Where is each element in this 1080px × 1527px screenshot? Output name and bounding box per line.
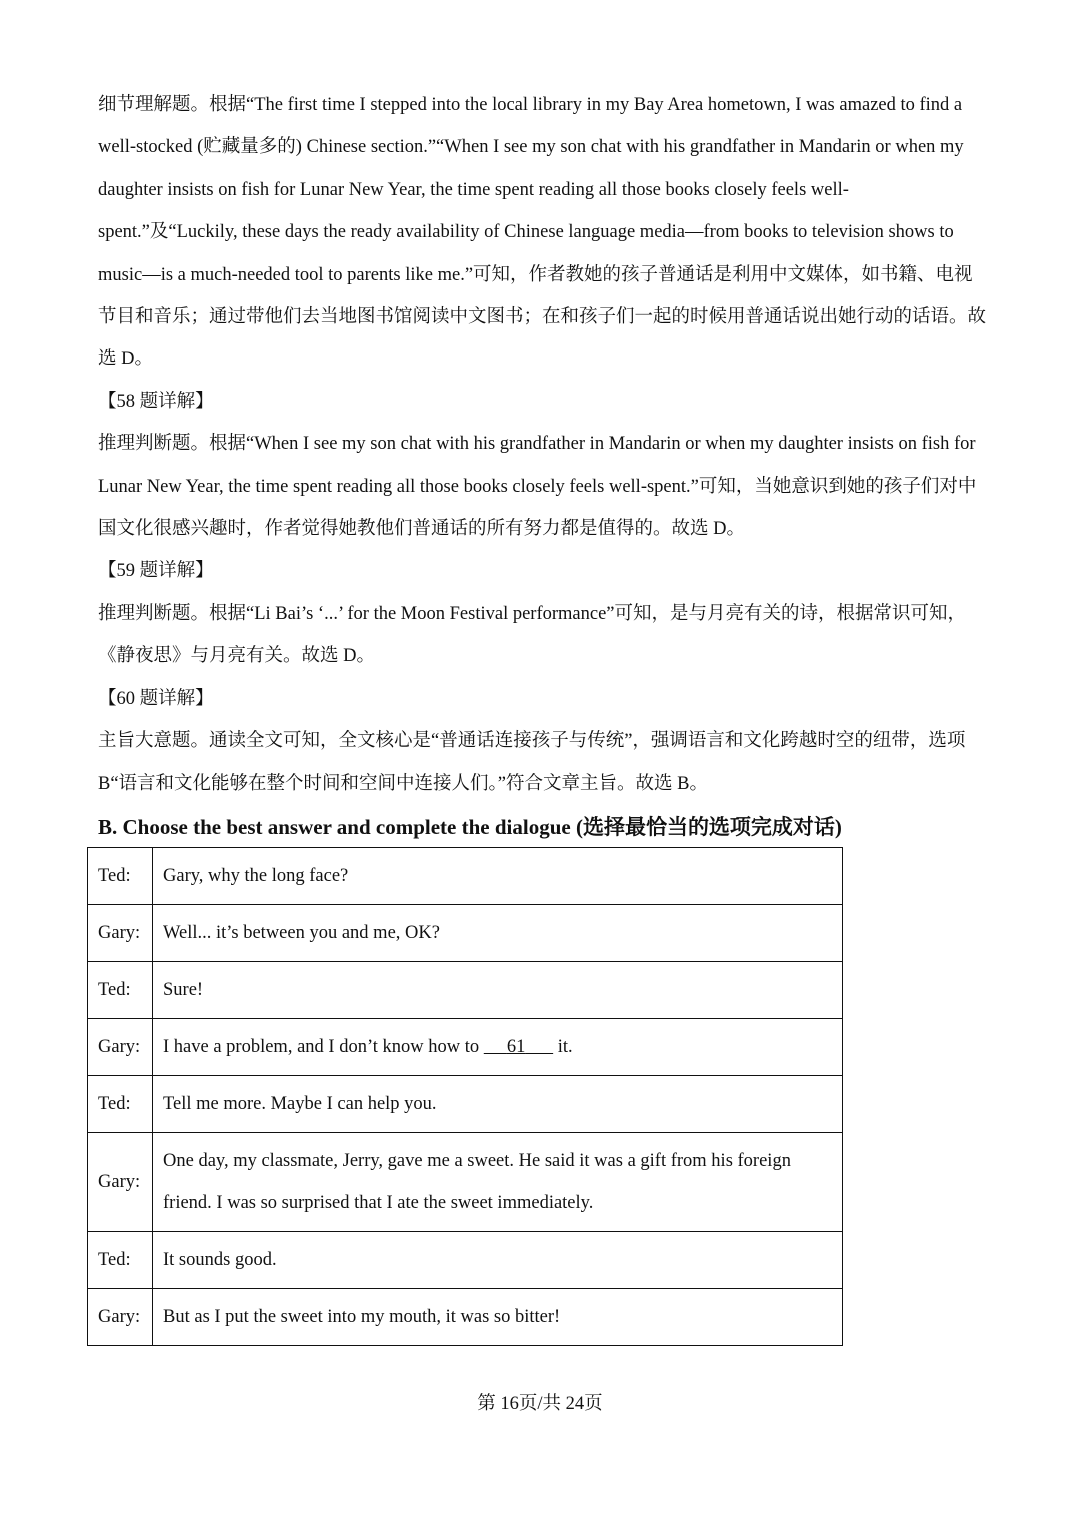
table-row [88,905,843,962]
speaker-cell: Ted: [88,1076,153,1133]
speaker-cell: Ted: [88,848,153,905]
line-before-blank: I have a problem, and I don’t know how to [163,1036,484,1057]
line-cell: One day, my classmate, Jerry, gave me a sweet. He said it was a gift from his foreign friend. I was so surprised that I ate the sweet immediately. [153,1133,843,1232]
answer-blank-61 [484,1037,553,1058]
dialogue-table [87,847,843,1346]
line-cell: It sounds good. [153,1232,843,1289]
table-row [88,1133,843,1232]
table-row [88,1019,843,1076]
section-b-title: B. Choose the best answer and complete the dialogue (选择最恰当的选项完成对话) [98,815,842,839]
heading-59: 【59 题详解】 [98,561,214,582]
line-after-blank: it. [553,1036,573,1057]
line-cell: Gary, why the long face? [153,848,843,905]
heading-60: 【60 题详解】 [98,688,214,709]
explanation-60-text: 主旨大意题。通读全文可知，全文核心是“普通话连接孩子与传统”，强调语言和文化跨越时空的纽带，选项 B“语言和文化能够在整个时间和空间中连接人们。”符合文章主旨。故选 B。 [98,731,966,794]
speaker-cell: Gary: [88,1289,153,1346]
heading-58: 【58 题详解】 [98,391,214,412]
explanation-58-text: 推理判断题。根据“When I see my son chat with his grandfather in Mandarin or when my daughter insists on fish for Lunar New Year, the time spent reading all those books closely feels well-spent.”可知，当她意识到她的孩子们对中国文化很感兴趣时，作者觉得她教他们普通话的所有努力都是值得的。故选 D。 [98,434,977,540]
line-cell: But as I put the sweet into my mouth, it was so bitter! [153,1289,843,1346]
line-cell [153,1019,843,1076]
speaker-cell: Gary: [88,905,153,962]
table-row [88,1289,843,1346]
speaker-cell: Gary: [88,1133,153,1232]
table-row [88,1232,843,1289]
line-cell: Sure! [153,962,843,1019]
page-number: 第 16页/共 24页 [477,1394,603,1414]
table-row [88,848,843,905]
line-cell: Well... it’s between you and me, OK? [153,905,843,962]
speaker-cell: Ted: [88,962,153,1019]
line-cell: Tell me more. Maybe I can help you. [153,1076,843,1133]
table-row [88,1076,843,1133]
blank-number: 61 [506,1036,526,1057]
explanation-57-text: 细节理解题。根据“The first time I stepped into the local library in my Bay Area hometown, I was amazed to find a well-stocked (贮藏量多的) Chinese section.”“When I see my son chat with his grandfather in Mandarin or when my daughter insists on fish for Lunar New Year, the time spent reading all those books closely feels well-spent.”及“Luckily, these days the ready availability of Chinese language media—from books to television shows to music—is a much-needed tool to parents like me.”可知，作者教她的孩子普通话是利用中文媒体，如书籍、电视节目和音乐；通过带他们去当地图书馆阅读中文图书；在和孩子们一起的时候用普通话说出她行动的话语。故选 D。 [98,95,987,370]
speaker-cell: Ted: [88,1232,153,1289]
explanation-59-text: 推理判断题。根据“Li Bai’s ‘...’ for the Moon Festival performance”可知，是与月亮有关的诗，根据常识可知，《静夜思》与月亮有关。故选 D。 [98,603,967,667]
answer-explanations [98,84,988,805]
table-row [88,962,843,1019]
speaker-cell: Gary: [88,1019,153,1076]
